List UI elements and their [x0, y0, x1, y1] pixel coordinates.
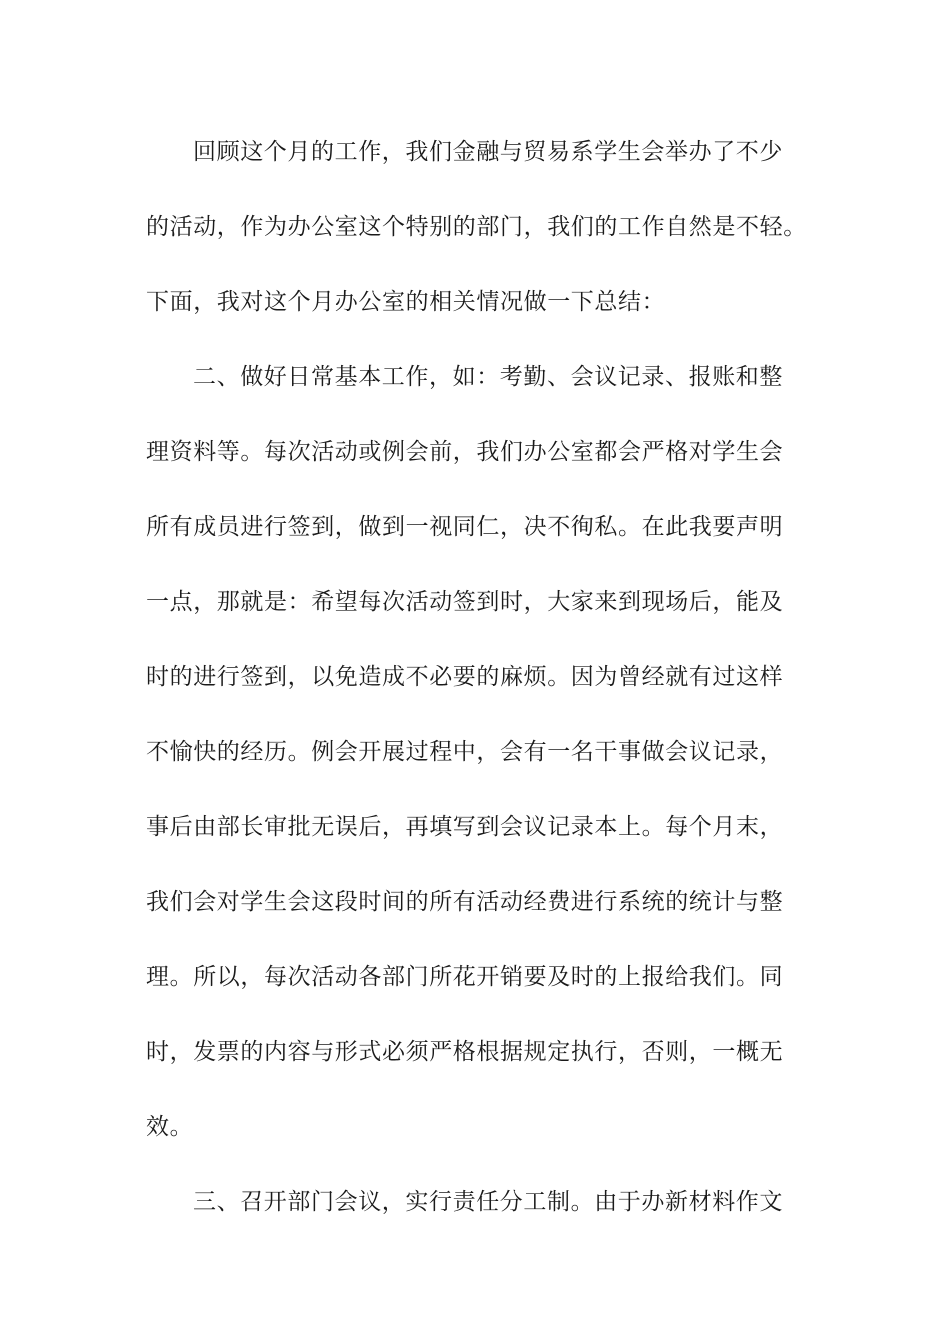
paragraph-2-line-1: 二、做好日常基本工作，如：考勤、会议记录、报账和整: [193, 364, 783, 390]
paragraph-2-line-6: 不愉快的经历。例会开展过程中，会有一名干事做会议记录，: [146, 739, 784, 765]
paragraph-2-line-11: 效。: [146, 1114, 194, 1140]
paragraph-2-line-7: 事后由部长审批无误后，再填写到会议记录本上。每个月末，: [146, 814, 784, 840]
paragraph-2-line-5: 时的进行签到，以免造成不必要的麻烦。因为曾经就有过这样: [146, 664, 784, 690]
paragraph-1-line-2: 的活动，作为办公室这个特别的部门，我们的工作自然是不轻。: [146, 214, 807, 240]
paragraph-2-line-9: 理。所以，每次活动各部门所花开销要及时的上报给我们。同: [146, 964, 784, 990]
paragraph-1-line-1: 回顾这个月的工作，我们金融与贸易系学生会举办了不少: [193, 139, 783, 165]
paragraph-2-line-10: 时，发票的内容与形式必须严格根据规定执行，否则，一概无: [146, 1039, 784, 1065]
paragraph-2-line-3: 所有成员进行签到，做到一视同仁，决不徇私。在此我要声明: [146, 514, 784, 540]
paragraph-3-line-1: 三、召开部门会议，实行责任分工制。由于办新材料作文: [193, 1189, 783, 1215]
paragraph-2-line-8: 我们会对学生会这段时间的所有活动经费进行系统的统计与整: [146, 889, 784, 915]
paragraph-2-line-4: 一点，那就是：希望每次活动签到时，大家来到现场后，能及: [146, 589, 784, 615]
paragraph-2-line-2: 理资料等。每次活动或例会前，我们办公室都会严格对学生会: [146, 439, 784, 465]
paragraph-1-line-3: 下面，我对这个月办公室的相关情况做一下总结：: [146, 289, 666, 315]
